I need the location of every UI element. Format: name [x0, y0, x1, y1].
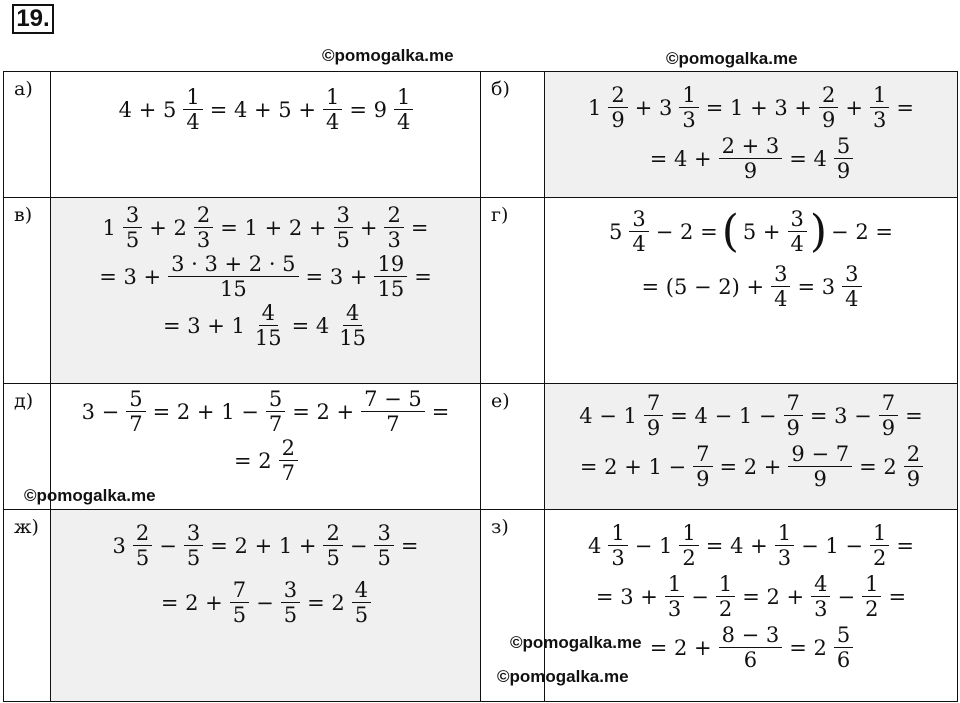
expression-text: 3: [112, 533, 126, 558]
numerator: 5: [266, 388, 285, 412]
expression-text: 3 −: [81, 399, 120, 424]
fraction: [334, 204, 353, 251]
fraction: [608, 84, 627, 131]
solution-cell: [51, 510, 481, 702]
fraction: [168, 253, 298, 300]
expression-text: 1: [102, 215, 116, 240]
expression-text: = 2 +: [649, 635, 712, 660]
numerator: 1: [870, 84, 889, 108]
expression-text: = 3 + 1: [162, 313, 245, 338]
numerator: 2: [819, 84, 838, 108]
expression-text: +: [845, 95, 863, 120]
denominator: 6: [743, 648, 758, 673]
numerator: 2: [279, 437, 298, 461]
fraction: [819, 84, 838, 131]
fraction: [811, 573, 830, 620]
expression-text: = 2 +: [742, 584, 805, 609]
expression-text: − 2 =: [831, 219, 893, 244]
expression-text: = 2 + 1 −: [579, 454, 687, 479]
denominator: 5: [232, 603, 247, 628]
watermark: ©pomogalka.me: [497, 667, 629, 686]
expression-text: −: [349, 533, 368, 558]
numerator: 4: [343, 302, 362, 326]
numerator: 5: [126, 388, 145, 412]
denominator: 9: [881, 416, 896, 441]
expression-text: = (5 − 2) +: [641, 274, 765, 299]
numerator: 4: [811, 573, 830, 597]
fraction: [384, 204, 403, 251]
expression-text: =: [896, 533, 914, 558]
fraction: [266, 388, 285, 435]
numerator: 9 − 7: [788, 443, 852, 467]
equation-line: [51, 522, 480, 569]
denominator: 9: [906, 467, 921, 492]
fraction: [126, 388, 145, 435]
fraction: [834, 624, 853, 671]
fraction: [336, 302, 369, 349]
denominator: 4: [186, 110, 200, 135]
fraction: [771, 263, 790, 310]
numerator: 7: [644, 392, 663, 416]
fraction: [775, 522, 794, 569]
numerator: 2: [323, 522, 342, 546]
cell-label: е): [481, 384, 545, 510]
equation-line: [51, 86, 480, 133]
fraction: [904, 443, 923, 490]
expression-text: = 2 +: [292, 399, 355, 424]
denominator: 3: [814, 597, 828, 622]
numerator: 2: [194, 204, 213, 228]
numerator: 1: [870, 522, 889, 546]
numerator: 5: [834, 624, 853, 648]
denominator: 6: [836, 648, 851, 673]
expression-text: = 2 + 1 +: [210, 533, 317, 558]
cell-label: д): [4, 384, 51, 510]
equation-line: [545, 84, 957, 131]
equation-line: [545, 135, 957, 182]
denominator: 7: [281, 461, 295, 486]
denominator: 3: [682, 108, 696, 133]
fraction: [123, 204, 142, 251]
numerator: 1: [862, 573, 881, 597]
expression-text: 1: [588, 95, 602, 120]
expression-text: − 1: [634, 533, 673, 558]
expression-text: = 2: [233, 448, 272, 473]
equation-line: [51, 253, 480, 300]
equation-line: [51, 579, 480, 626]
cell-label: г): [481, 198, 545, 384]
denominator: 15: [377, 277, 405, 302]
fraction: [842, 263, 861, 310]
fraction: [230, 579, 249, 626]
denominator: 9: [813, 467, 827, 492]
numerator: 7 − 5: [361, 388, 425, 412]
numerator: 5: [834, 135, 853, 159]
solution-cell: [545, 384, 958, 510]
parenthesis: ): [809, 205, 828, 257]
numerator: 7: [879, 392, 898, 416]
expression-text: = 3 −: [809, 403, 872, 428]
numerator: 1: [394, 86, 413, 110]
expression-text: +: [359, 215, 378, 240]
denominator: 4: [790, 232, 804, 257]
fraction: [665, 573, 684, 620]
denominator: 2: [682, 546, 696, 571]
numerator: 1: [716, 573, 735, 597]
denominator: 5: [336, 228, 350, 253]
denominator: 3: [196, 228, 211, 253]
numerator: 1: [183, 86, 202, 110]
expression-text: + 3: [634, 95, 673, 120]
solution-cell: [51, 72, 481, 198]
expression-text: = 4 − 1 −: [670, 403, 777, 428]
denominator: 15: [339, 326, 367, 351]
denominator: 4: [845, 287, 859, 312]
numerator: 1: [323, 86, 342, 110]
denominator: 3: [667, 597, 682, 622]
expression-text: −: [691, 584, 709, 609]
fraction: [252, 302, 285, 349]
denominator: 3: [611, 546, 625, 571]
cell-label: з): [481, 510, 545, 702]
fraction: [194, 204, 213, 251]
watermark: ©pomogalka.me: [24, 486, 156, 505]
expression-text: =: [888, 584, 907, 609]
numerator: 4: [352, 579, 371, 603]
fraction: [719, 135, 783, 182]
numerator: 1: [679, 522, 698, 546]
fraction: [323, 86, 342, 133]
cell-label: в): [4, 198, 51, 384]
expression-text: =: [400, 533, 419, 558]
fraction: [679, 522, 698, 569]
expression-text: −: [256, 590, 274, 615]
numerator: 3: [281, 579, 300, 603]
equation-line: [545, 263, 957, 310]
fraction: [374, 522, 393, 569]
numerator: 3: [184, 522, 203, 546]
expression-text: = 1 + 2 +: [220, 215, 327, 240]
expression-text: = 1 + 3 +: [705, 95, 812, 120]
denominator: 3: [872, 108, 887, 133]
equation-line: [51, 437, 480, 484]
numerator: 1: [665, 573, 684, 597]
cell-label: б): [481, 72, 545, 198]
expression-text: −: [837, 584, 856, 609]
expression-text: = 2: [789, 635, 827, 660]
numerator: 3: [771, 263, 790, 287]
watermark: ©pomogalka.me: [510, 633, 642, 652]
expression-text: 4 − 1: [579, 403, 637, 428]
denominator: 2: [718, 597, 733, 622]
denominator: 9: [836, 159, 851, 184]
solutions-table: [3, 71, 958, 702]
fraction: [784, 392, 803, 439]
numerator: 2: [133, 522, 152, 546]
expression-text: = 4: [291, 313, 330, 338]
expression-text: = 2 +: [160, 590, 223, 615]
watermark: ©pomogalka.me: [322, 46, 454, 65]
fraction: [394, 86, 413, 133]
numerator: 2: [904, 443, 923, 467]
fraction: [352, 579, 371, 626]
fraction: [834, 135, 853, 182]
denominator: 9: [822, 108, 836, 133]
numerator: 3: [374, 522, 393, 546]
expression-text: + 2: [149, 215, 187, 240]
expression-text: = 3 +: [595, 584, 658, 609]
numerator: 4: [259, 302, 278, 326]
equation-line: [51, 302, 480, 349]
fraction: [184, 522, 203, 569]
expression-text: 5: [609, 219, 623, 244]
expression-text: = 4 +: [705, 533, 768, 558]
expression-text: =: [896, 95, 914, 120]
numerator: 2: [384, 204, 403, 228]
fraction: [870, 84, 889, 131]
expression-text: = 3: [797, 274, 836, 299]
task-number: 19.: [12, 4, 54, 34]
expression-text: =: [905, 403, 923, 428]
expression-text: =: [410, 215, 429, 240]
fraction: [716, 573, 735, 620]
expression-text: = 3 +: [305, 264, 368, 289]
denominator: 7: [268, 412, 283, 437]
numerator: 1: [775, 522, 794, 546]
equation-line: [545, 205, 957, 257]
denominator: 7: [129, 412, 143, 437]
fraction: [183, 86, 202, 133]
equation-line: [51, 204, 480, 251]
denominator: 5: [377, 546, 391, 571]
fraction: [281, 579, 300, 626]
equation-line: [545, 392, 957, 439]
fraction: [361, 388, 425, 435]
numerator: 8 − 3: [719, 624, 783, 648]
numerator: 7: [693, 443, 712, 467]
expression-text: =: [414, 264, 432, 289]
expression-text: = 4 + 5 +: [209, 97, 316, 122]
fraction: [133, 522, 152, 569]
denominator: 4: [325, 110, 340, 135]
solution-cell: [545, 72, 958, 198]
denominator: 4: [396, 110, 411, 135]
denominator: 5: [135, 546, 150, 571]
numerator: 1: [679, 84, 698, 108]
expression-text: = 2 + 1 −: [152, 399, 259, 424]
denominator: 9: [611, 108, 625, 133]
expression-text: 5 +: [742, 219, 781, 244]
denominator: 9: [786, 416, 800, 441]
fraction: [879, 392, 898, 439]
numerator: 3: [629, 208, 648, 232]
denominator: 2: [872, 546, 887, 571]
numerator: 2: [608, 84, 627, 108]
fraction: [870, 522, 889, 569]
denominator: 15: [219, 277, 247, 302]
denominator: 3: [777, 546, 792, 571]
expression-text: 4: [588, 533, 602, 558]
expression-text: = 9: [349, 97, 387, 122]
fraction: [374, 253, 407, 300]
numerator: 7: [230, 579, 249, 603]
expression-text: 4 + 5: [118, 97, 177, 122]
fraction: [693, 443, 712, 490]
solution-cell: [545, 198, 958, 384]
denominator: 5: [326, 546, 340, 571]
numerator: 3: [334, 204, 353, 228]
fraction: [608, 522, 627, 569]
fraction: [279, 437, 298, 484]
denominator: 9: [696, 467, 710, 492]
cell-label: ж): [4, 510, 51, 702]
equation-line: [545, 443, 957, 490]
denominator: 15: [254, 326, 282, 351]
denominator: 9: [743, 159, 758, 184]
denominator: 7: [386, 412, 400, 437]
denominator: 5: [125, 228, 140, 253]
fraction: [719, 624, 783, 671]
fraction: [629, 208, 648, 255]
numerator: 19: [374, 253, 407, 277]
numerator: 3 · 3 + 2 · 5: [168, 253, 298, 277]
expression-text: = 2: [859, 454, 897, 479]
numerator: 3: [788, 208, 807, 232]
denominator: 5: [186, 546, 201, 571]
denominator: 5: [354, 603, 369, 628]
expression-text: = 2: [307, 590, 345, 615]
parenthesis: (: [721, 205, 739, 257]
expression-text: = 4 +: [649, 146, 712, 171]
denominator: 4: [632, 232, 646, 257]
watermark: ©pomogalka.me: [666, 49, 798, 68]
numerator: 1: [608, 522, 627, 546]
numerator: 3: [842, 263, 861, 287]
expression-text: −: [159, 533, 177, 558]
denominator: 9: [646, 416, 661, 441]
numerator: 7: [784, 392, 803, 416]
expression-text: = 3 +: [99, 264, 162, 289]
expression-text: − 1 −: [801, 533, 863, 558]
expression-text: = 4: [789, 146, 827, 171]
fraction: [644, 392, 663, 439]
equation-line: [545, 573, 957, 620]
denominator: 5: [283, 603, 298, 628]
denominator: 3: [387, 228, 401, 253]
expression-text: − 2 =: [655, 219, 718, 244]
fraction: [323, 522, 342, 569]
solution-cell: [51, 198, 481, 384]
cell-label: а): [4, 72, 51, 198]
denominator: 4: [774, 287, 788, 312]
numerator: 2 + 3: [719, 135, 783, 159]
equation-line: [545, 522, 957, 569]
fraction: [788, 208, 807, 255]
equation-line: [51, 388, 480, 435]
expression-text: = 2 +: [719, 454, 782, 479]
numerator: 3: [123, 204, 142, 228]
fraction: [862, 573, 881, 620]
expression-text: =: [431, 399, 450, 424]
fraction: [788, 443, 852, 490]
fraction: [679, 84, 698, 131]
denominator: 2: [865, 597, 879, 622]
